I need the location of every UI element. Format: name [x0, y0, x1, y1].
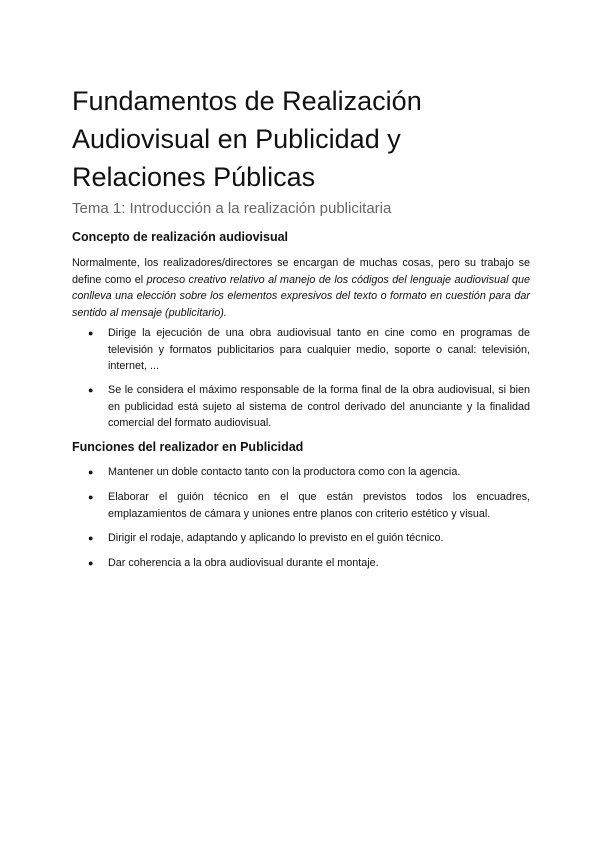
- list-item: [88, 530, 530, 547]
- list-item: [88, 555, 530, 572]
- bullet-icon: ●: [88, 385, 94, 395]
- bullet-icon: ●: [88, 558, 94, 568]
- intro-paragraph-plain: Normalmente, los realizadores/directores se encargan de muchas cosas, pero su trabajo se define como el: [72, 257, 530, 286]
- list-item-text: Mantener un doble contacto tanto con la productora como con la agencia.: [108, 466, 461, 478]
- list-item-text: Dirigir el rodaje, adaptando y aplicando lo previsto en el guión técnico.: [108, 532, 444, 544]
- list-item: [88, 325, 530, 375]
- list-item-text: Elaborar el guión técnico en el que están previstos todos los encuadres, emplazamientos de cámara y uniones entre planos con criterio estético y visual.: [108, 491, 530, 520]
- bullet-icon: ●: [88, 492, 94, 502]
- list-item-text: Dar coherencia a la obra audiovisual durante el montaje.: [108, 557, 379, 569]
- section-heading-funciones: Funciones del realizador en Publicidad: [72, 440, 304, 454]
- intro-paragraph: [72, 255, 530, 321]
- section-heading-concepto: Concepto de realización audiovisual: [72, 230, 289, 244]
- list-item: [88, 464, 530, 481]
- list-item-text: Dirige la ejecución de una obra audiovisual tanto en cine como en programas de televisión y formatos publicitarios para cualquier medio, soporte o canal: televisión, internet, ...: [108, 327, 530, 372]
- document-subtitle: Tema 1: Introducción a la realización publicitaria: [72, 200, 392, 217]
- bullet-icon: ●: [88, 467, 94, 477]
- list-item-text: Se le considera el máximo responsable de la forma final de la obra audiovisual, si bien en publicidad está sujeto al sistema de control derivado del anunciante y la finalidad comercial del formato audiovisual.: [108, 384, 530, 429]
- bullet-icon: ●: [88, 533, 94, 543]
- list-item: [88, 489, 530, 522]
- document-title: Fundamentos de Realización Audiovisual en Publicidad y Relaciones Públicas: [72, 86, 422, 192]
- bullet-icon: ●: [88, 328, 94, 338]
- list-item: [88, 382, 530, 432]
- intro-paragraph-italic: proceso creativo relativo al manejo de los códigos del lenguaje audiovisual que conlleva una elección sobre los elementos expresivos del texto o formato en cuestión para dar sentido al mensaje (publicitario).: [72, 273, 530, 319]
